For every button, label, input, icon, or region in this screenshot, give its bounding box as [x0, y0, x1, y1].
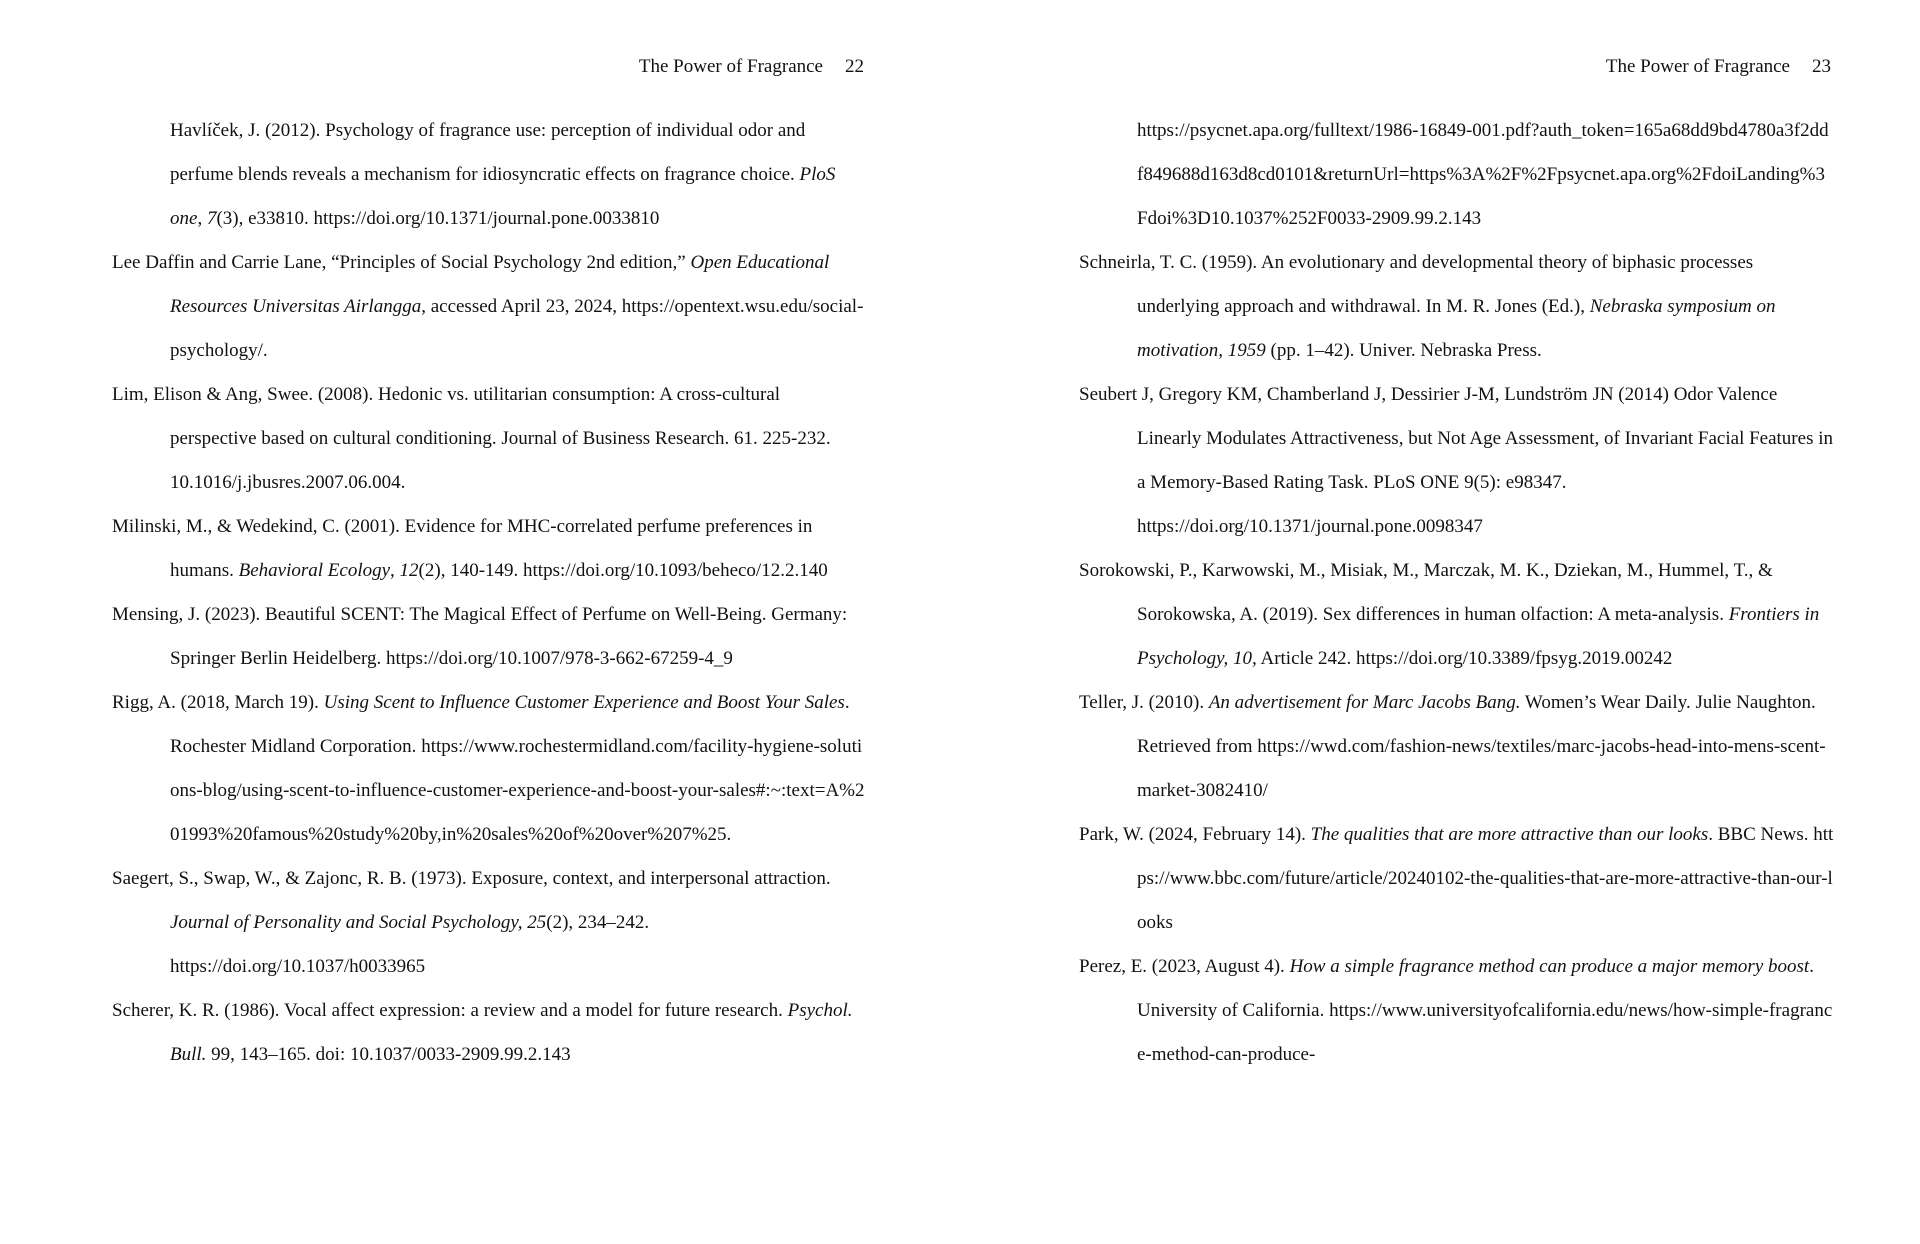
- reference-italic-text: Open Educational Resources Universitas Airlangga: [170, 252, 830, 317]
- reference-text: Milinski, M., & Wedekind, C. (2001). Evidence for MHC-correlated perfume preferences in humans.: [112, 516, 813, 581]
- reference-text: Seubert J, Gregory KM, Chamberland J, Dessirier J-M, Lundström JN (2014) Odor Valence Linearly Modulates Attractiveness, but Not Age Assessment, of Invariant Facial Features in a Memory-Based Rating Task. PLoS ONE 9(5): e98347. https://doi.org/10.1371/journal.pone.0098347: [1079, 384, 1833, 537]
- reference-entry: [1079, 241, 1834, 373]
- reference-text: Sorokowski, P., Karwowski, M., Misiak, M., Marczak, M. K., Dziekan, M., Hummel, T., & Sorokowska, A. (2019). Sex differences in human olfaction: A meta-analysis.: [1079, 560, 1773, 625]
- reference-text: Park, W. (2024, February 14).: [1079, 824, 1311, 845]
- reference-italic-text: Behavioral Ecology: [238, 560, 391, 581]
- reference-entry: [1079, 681, 1834, 813]
- reference-italic-text: 12: [399, 560, 419, 581]
- reference-text: Lee Daffin and Carrie Lane, “Principles of Social Psychology 2nd edition,”: [112, 252, 691, 273]
- reference-entry: [112, 109, 867, 241]
- reference-list: [1079, 109, 1834, 1077]
- page-23: [1079, 0, 1839, 1244]
- reference-italic-text: The qualities that are more attractive than our looks: [1310, 824, 1709, 845]
- reference-text: Mensing, J. (2023). Beautiful SCENT: The Magical Effect of Perfume on Well-Being. Germany: Springer Berlin Heidelberg. https://doi.org/10.1007/978-3-662-67259-4_9: [112, 604, 848, 669]
- reference-url: https://wwd.com/fashion-news/textiles/marc-jacobs-head-into-mens-scent-market-3082410/: [1137, 736, 1826, 801]
- reference-url: https://www.bbc.com/future/article/20240102-the-qualities-that-are-more-attractive-than-our-looks: [1137, 824, 1834, 933]
- reference-url: https://www.rochestermidland.com/facility-hygiene-solutions-blog/using-scent-to-influence-customer-experience-and-boost-your-sales#:~:text=A%201993%20famous%20study%20by,in%20sales%20of%20over%207%25.: [170, 736, 865, 845]
- reference-text: Scherer, K. R. (1986). Vocal affect expression: a review and a model for future research.: [112, 1000, 788, 1021]
- page-number: 23: [1812, 56, 1831, 77]
- reference-italic-text: 7: [206, 208, 217, 229]
- reference-entry: [1079, 373, 1834, 549]
- reference-text: Schneirla, T. C. (1959). An evolutionary and developmental theory of biphasic processes underlying approach and withdrawal. In M. R. Jones (Ed.),: [1079, 252, 1754, 317]
- reference-url: https://psycnet.apa.org/fulltext/1986-16849-001.pdf?auth_token=165a68dd9bd4780a3f2ddf849688d163d8cd0101&returnUrl=https%3A%2F%2Fpsycnet.apa.org%2FdoiLanding%3Fdoi%3D10.1037%252F0033-2909.99.2.143: [1137, 120, 1829, 229]
- running-head: [1606, 55, 1831, 79]
- reference-italic-text: PloS one: [170, 164, 836, 229]
- reference-text: Saegert, S., Swap, W., & Zajonc, R. B. (1973). Exposure, context, and interpersonal attraction.: [112, 868, 831, 889]
- reference-text: . Rochester Midland Corporation.: [170, 692, 850, 757]
- running-head: [639, 55, 864, 79]
- reference-italic-text: Psychol. Bull.: [170, 1000, 853, 1065]
- reference-text: ,: [390, 560, 400, 581]
- reference-text: Rigg, A. (2018, March 19).: [112, 692, 324, 713]
- reference-text: Women’s Wear Daily. Julie Naughton. Retrieved from: [1137, 692, 1816, 757]
- reference-text: Article 242. https://doi.org/10.3389/fpsyg.2019.00242: [1256, 648, 1673, 669]
- reference-entry: [112, 241, 867, 373]
- reference-text: (3), e33810. https://doi.org/10.1371/journal.pone.0033810: [216, 208, 660, 229]
- reference-italic-text: Using Scent to Influence Customer Experience and Boost Your Sales: [323, 692, 845, 713]
- reference-italic-text: An advertisement for Marc Jacobs Bang.: [1208, 692, 1521, 713]
- reference-italic-text: Frontiers in Psychology, 10,: [1137, 604, 1820, 669]
- running-head-title: The Power of Fragrance: [638, 56, 823, 77]
- reference-entry: [112, 593, 867, 681]
- reference-text: 99, 143–165. doi: 10.1037/0033-2909.99.2.143: [206, 1044, 571, 1065]
- reference-text: Perez, E. (2023, August 4).: [1079, 956, 1290, 977]
- reference-list: [112, 109, 867, 1077]
- reference-entry: [112, 857, 867, 989]
- reference-url: https://www.universityofcalifornia.edu/news/how-simple-fragrance-method-can-produce-: [1137, 1000, 1833, 1065]
- reference-text: Havlíček, J. (2012). Psychology of fragrance use: perception of individual odor and perfume blends reveals a mechanism for idiosyncratic effects on fragrance choice.: [170, 120, 806, 185]
- reference-text: Teller, J. (2010).: [1079, 692, 1209, 713]
- page-22: [112, 0, 872, 1244]
- page-number: 22: [845, 56, 864, 77]
- reference-italic-text: How a simple fragrance method can produce a major memory boost: [1289, 956, 1810, 977]
- reference-entry: [112, 989, 867, 1077]
- reference-entry: [112, 505, 867, 593]
- reference-entry: [1079, 945, 1834, 1077]
- reference-entry: [1079, 813, 1834, 945]
- reference-italic-text: Journal of Personality and Social Psychology, 25: [170, 912, 547, 933]
- reference-entry: [112, 373, 867, 505]
- reference-text: , accessed April 23, 2024, https://opentext.wsu.edu/social-psychology/.: [170, 296, 864, 361]
- reference-italic-text: Nebraska symposium on motivation, 1959: [1137, 296, 1776, 361]
- reference-text: (2), 234–242. https://doi.org/10.1037/h0033965: [170, 912, 650, 977]
- reference-entry: [112, 681, 867, 857]
- reference-text: . University of California.: [1137, 956, 1814, 1021]
- running-head-title: The Power of Fragrance: [1605, 56, 1790, 77]
- reference-entry: [1079, 549, 1834, 681]
- reference-text: ,: [197, 208, 207, 229]
- reference-text: Lim, Elison & Ang, Swee. (2008). Hedonic vs. utilitarian consumption: A cross-cultural perspective based on cultural conditioning. Journal of Business Research. 61. 225-232. 10.1016/j.jbusres.2007.06.004.: [112, 384, 831, 493]
- reference-text: (2), 140-149. https://doi.org/10.1093/beheco/12.2.140: [418, 560, 828, 581]
- reference-text: (pp. 1–42). Univer. Nebraska Press.: [1265, 340, 1542, 361]
- reference-text: . BBC News.: [1708, 824, 1814, 845]
- reference-entry: [1079, 109, 1834, 241]
